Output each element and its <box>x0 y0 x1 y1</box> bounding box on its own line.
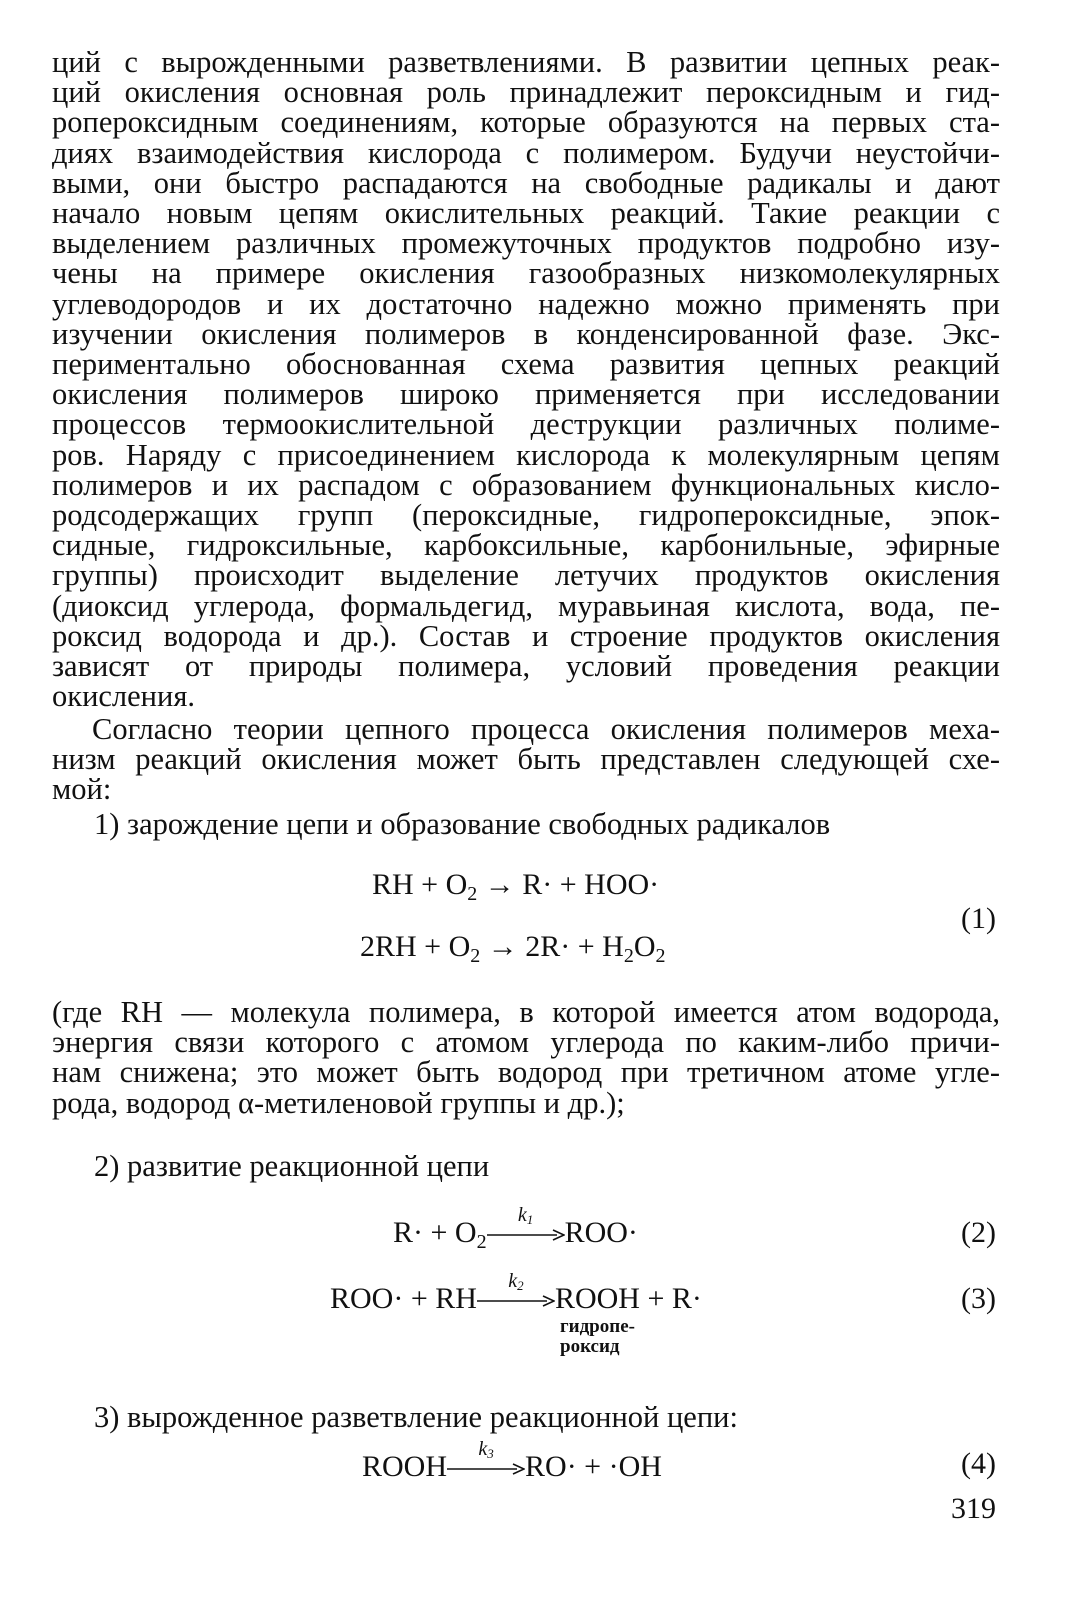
reaction-arrow-k2: $k_2$ <box>477 1291 555 1311</box>
text-line: углеводородов и их достаточно надежно можно применять при <box>52 286 1000 321</box>
paragraph-intro <box>52 45 1000 714</box>
text-line: зависят от природы полимера, условий проведения реакции <box>52 649 1000 684</box>
text-line: процессов термоокислительной деструкции различных полиме- <box>52 407 1000 442</box>
text-line: начало новым цепям окислительных реакций. Такие реакции с <box>52 196 1000 231</box>
text-line: ропероксидным соединениям, которые образуются на первых ста- <box>52 105 1000 140</box>
equation-3: ROO· + RH $k_2$ ROOH + R· <box>330 1270 702 1315</box>
text-line: мой: <box>52 772 112 807</box>
equation-2: $R\cdot + O_2$ $k_1$ ROO· <box>393 1204 638 1253</box>
label-hydroperoxide-1: гидропе- <box>560 1316 635 1337</box>
text-line: ций с вырожденными разветвлениями. В развитии цепных реак- <box>52 45 1000 79</box>
reaction-arrow-k1: $k_1$ <box>487 1225 565 1245</box>
text-line: окисления полимеров широко применяется при исследовании <box>52 377 1000 412</box>
text-line: чены на примере окисления газообразных низкомолекулярных <box>52 256 1000 291</box>
text-line: родсодержащих групп (пероксидные, гидропероксидные, эпок- <box>52 498 1000 533</box>
equation-1a: RH + $O_2 \to R\cdot + HOO\cdot$ <box>372 868 660 905</box>
item-degenerate-branching: 3) вырожденное разветвление реакционной цепи: <box>94 1400 738 1434</box>
text-line: изучении окисления полимеров в конденсированной фазе. Экс- <box>52 316 1000 351</box>
equation-number-4: (4) <box>961 1447 996 1480</box>
reaction-arrow-k3: $k_3$ <box>447 1459 525 1479</box>
item-chain-propagation: 2) развитие реакционной цепи <box>94 1149 490 1183</box>
text-line: Согласно теории цепного процесса окисления полимеров меха- <box>92 712 1000 746</box>
equation-number-2: (2) <box>961 1216 996 1249</box>
text-line: периментально обоснованная схема развития цепных реакций <box>52 347 1000 382</box>
equation-1b: $2RH + O_2 \to 2R\cdot + H_2O_2$ <box>360 930 666 967</box>
text-line: диях взаимодействия кислорода с полимером. Будучи неустойчи- <box>52 135 1000 170</box>
paragraph-rh-definition <box>52 997 1000 1118</box>
text-line: выми, они быстро распадаются на свободные радикалы и дают <box>52 165 1000 200</box>
equation-number-3: (3) <box>961 1282 996 1315</box>
text-line: низм реакций окисления может быть представлен следующей схе- <box>52 742 1000 777</box>
text-line: (диоксид углерода, формальдегид, муравьиная кислота, вода, пе- <box>52 588 1000 623</box>
text-line: ций окисления основная роль принадлежит пероксидным и гид- <box>52 75 1000 110</box>
text-line: окисления. <box>52 679 195 714</box>
page-number: 319 <box>951 1492 996 1525</box>
equation-4: ROOH $k_3$ RO· + ·OH <box>362 1438 662 1483</box>
text-line: полимеров и их распадом с образованием функциональных кисло- <box>52 467 1000 502</box>
paragraph-scheme-intro <box>52 714 1000 805</box>
label-hydroperoxide-2: роксид <box>560 1336 620 1357</box>
equation-number-1: (1) <box>961 902 996 935</box>
item-chain-initiation: 1) зарождение цепи и образование свободных радикалов <box>94 807 831 841</box>
text-line: выделением различных промежуточных продуктов подробно изу- <box>52 226 1000 261</box>
text-line: (где RH — молекула полимера, в которой имеется атом водорода, <box>52 995 1000 1029</box>
text-line: нам снижена; это может быть водород при третичном атоме угле- <box>52 1055 1000 1090</box>
text-line: рода, водород α-метиленовой группы и др.); <box>52 1085 625 1120</box>
text-line: ров. Наряду с присоединением кислорода к молекулярным цепям <box>52 437 1000 472</box>
text-line: группы) происходит выделение летучих продуктов окисления <box>52 558 1000 593</box>
text-line: энергия связи которого с атомом углерода по каким-либо причи- <box>52 1025 1000 1060</box>
text-line: роксид водорода и др.). Состав и строение продуктов окисления <box>52 618 1000 653</box>
text-line: сидные, гидроксильные, карбоксильные, карбонильные, эфирные <box>52 528 1000 563</box>
